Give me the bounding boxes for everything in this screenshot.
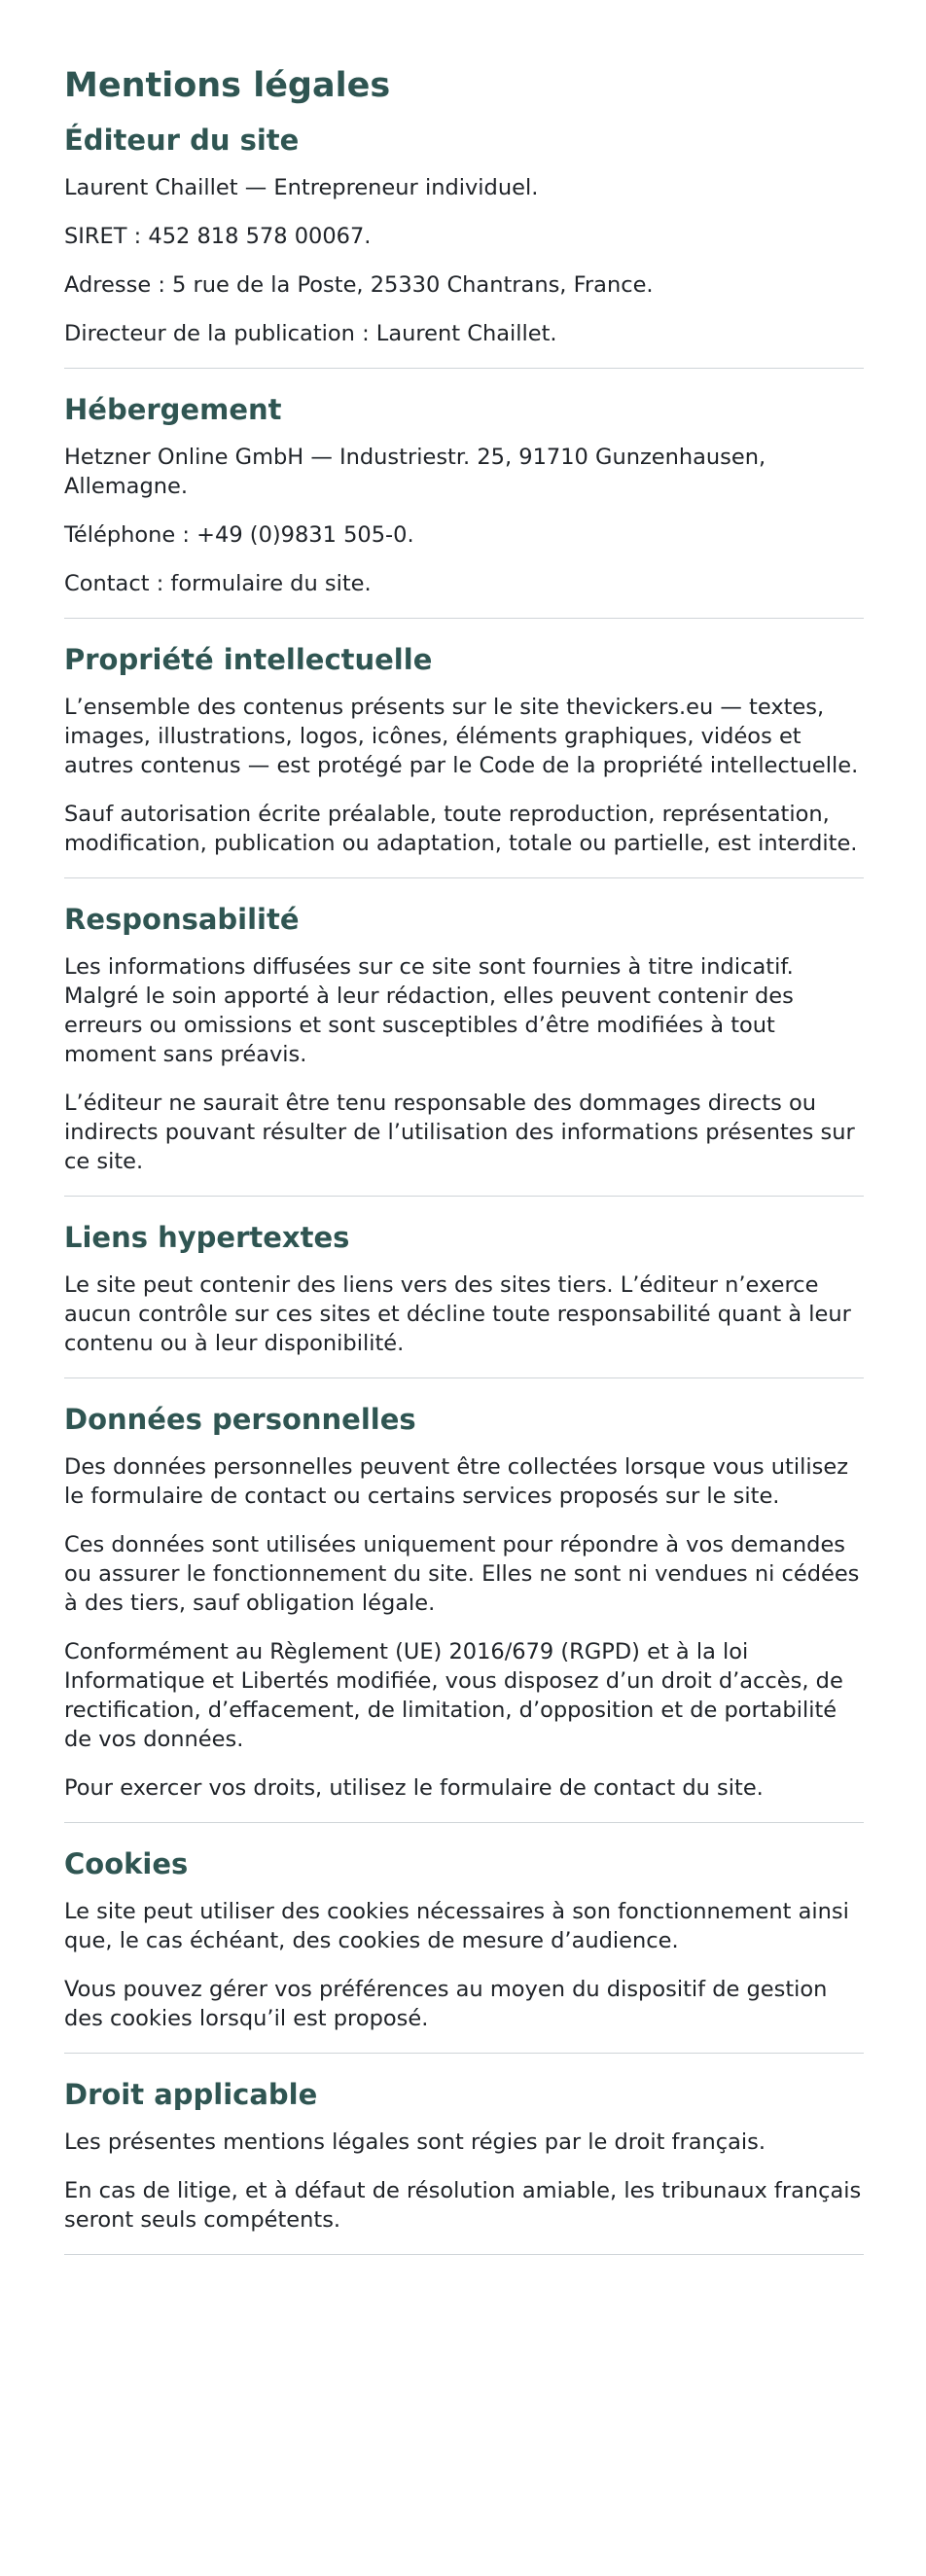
- paragraph: Vous pouvez gérer vos préférences au moyen du dispositif de gestion des cookies lorsqu’il est proposé.: [64, 1977, 828, 2031]
- section-hebergement: [64, 369, 864, 598]
- section-heading-droit: Droit applicable: [64, 2078, 318, 2111]
- section-heading-liens: Liens hypertextes: [64, 1221, 350, 1254]
- paragraph: Téléphone : +49 (0)9831 505-0.: [64, 522, 414, 548]
- section-heading-propriete: Propriété intellectuelle: [64, 643, 433, 676]
- paragraph: Ces données sont utilisées uniquement pour répondre à vos demandes ou assurer le fonctionnement du site. Elles ne sont ni vendues ni cédées à des tiers, sauf obligation légale.: [64, 1532, 860, 1616]
- section-heading-hebergement: Hébergement: [64, 393, 282, 426]
- paragraph: Pour exercer vos droits, utilisez le formulaire de contact du site.: [64, 1775, 764, 1801]
- section-heading-cookies: Cookies: [64, 1847, 189, 1880]
- section-propriete: [64, 619, 864, 858]
- section-droit: [64, 2054, 864, 2235]
- paragraph: Directeur de la publication : Laurent Chaillet.: [64, 321, 557, 346]
- page-title: Mentions légales: [64, 66, 391, 105]
- section-responsabilite: [64, 878, 864, 1176]
- legal-page: [64, 0, 864, 2255]
- paragraph: Les informations diffusées sur ce site sont fournies à titre indicatif. Malgré le soin apporté à leur rédaction, elles peuvent contenir des erreurs ou omissions et sont susceptibles d’être modifiées à tout moment sans préavis.: [64, 954, 794, 1067]
- paragraph: SIRET : 452 818 578 00067.: [64, 224, 372, 249]
- paragraph: Adresse : 5 rue de la Poste, 25330 Chantrans, France.: [64, 272, 654, 298]
- section-divider: [64, 2254, 864, 2255]
- section-heading-donnees: Données personnelles: [64, 1403, 416, 1436]
- paragraph: En cas de litige, et à défaut de résolution amiable, les tribunaux français seront seuls compétents.: [64, 2178, 862, 2233]
- section-editeur: [64, 107, 864, 348]
- section-heading-responsabilite: Responsabilité: [64, 903, 300, 936]
- paragraph: L’éditeur ne saurait être tenu responsable des dommages directs ou indirects pouvant résulter de l’utilisation des informations présentes sur ce site.: [64, 1091, 855, 1174]
- paragraph: Les présentes mentions légales sont régies par le droit français.: [64, 2129, 766, 2155]
- paragraph: Hetzner Online GmbH — Industriestr. 25, 91710 Gunzenhausen, Allemagne.: [64, 445, 766, 499]
- paragraph: L’ensemble des contenus présents sur le site thevickers.eu — textes, images, illustrations, logos, icônes, éléments graphiques, vidéos et autres contenus — est protégé par le Code de la propriété intellectuelle.: [64, 695, 859, 778]
- section-donnees: [64, 1378, 864, 1803]
- paragraph: Le site peut contenir des liens vers des sites tiers. L’éditeur n’exerce aucun contrôle sur ces sites et décline toute responsabilité quant à leur contenu ou à leur disponibilité.: [64, 1272, 851, 1356]
- section-cookies: [64, 1823, 864, 2033]
- section-liens: [64, 1197, 864, 1358]
- paragraph: Laurent Chaillet — Entrepreneur individuel.: [64, 175, 539, 200]
- paragraph: Le site peut utiliser des cookies nécessaires à son fonctionnement ainsi que, le cas échéant, des cookies de mesure d’audience.: [64, 1899, 849, 1953]
- paragraph: Des données personnelles peuvent être collectées lorsque vous utilisez le formulaire de contact ou certains services proposés sur le site.: [64, 1454, 849, 1509]
- paragraph: Contact : formulaire du site.: [64, 571, 372, 596]
- paragraph: Sauf autorisation écrite préalable, toute reproduction, représentation, modification, publication ou adaptation, totale ou partielle, est interdite.: [64, 802, 858, 856]
- paragraph: Conformément au Règlement (UE) 2016/679 (RGPD) et à la loi Informatique et Libertés modifiée, vous disposez d’un droit d’accès, de rectification, d’effacement, de limitation, d’opposition et de portabilité de vos données.: [64, 1639, 843, 1752]
- section-heading-editeur: Éditeur du site: [64, 124, 300, 157]
